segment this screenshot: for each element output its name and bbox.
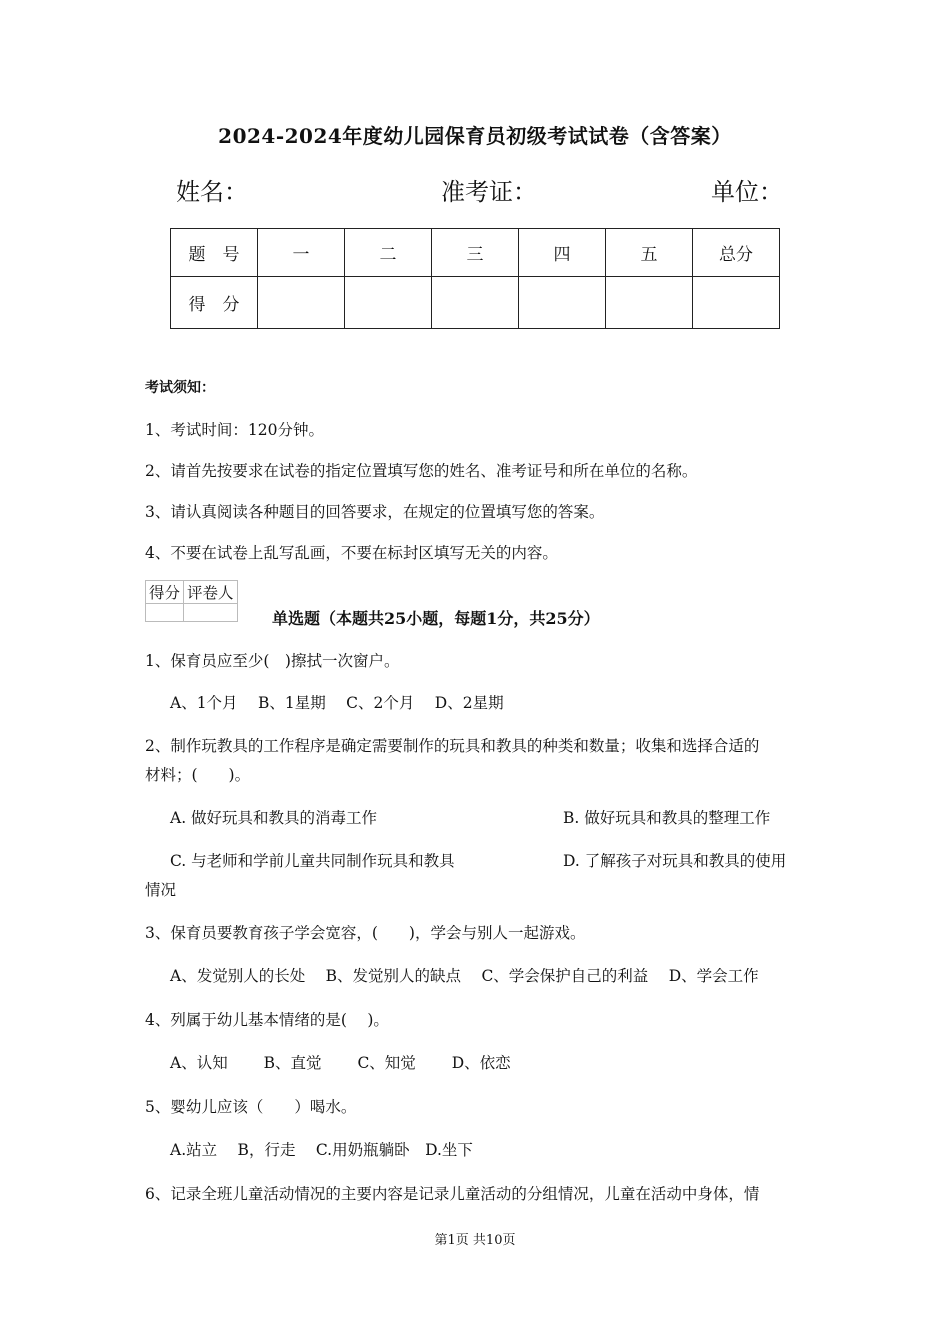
exam-number-label: 准考证： (441, 178, 537, 206)
score-cell[interactable] (693, 277, 780, 329)
notice-heading: 考试须知： (145, 380, 215, 396)
question-stem: 4、列属于幼儿基本情绪的是( )。 (145, 1011, 389, 1029)
notice-item: 3、请认真阅读各种题目的回答要求，在规定的位置填写您的答案。 (145, 503, 605, 521)
score-table-header-cell: 四 (519, 229, 606, 277)
question-stem: 2、制作玩教具的工作程序是确定需要制作的玩具和教具的种类和数量；收集和选择合适的 (145, 737, 760, 755)
question-options: A.站立 B，行走 C.用奶瓶躺卧 D.坐下 (170, 1141, 473, 1159)
score-table (170, 228, 780, 329)
option-b: B. 做好玩具和教具的整理工作 (563, 809, 771, 827)
question-stem: 6、记录全班儿童活动情况的主要内容是记录儿童活动的分组情况，儿童在活动中身体，情 (145, 1185, 760, 1203)
page-title: 2024-2024年度幼儿园保育员初级考试试卷（含答案） (218, 124, 732, 148)
score-cell[interactable] (519, 277, 606, 329)
option-a: A. 做好玩具和教具的消毒工作 (170, 809, 378, 827)
score-table-header-cell: 一 (258, 229, 345, 277)
option-d-cont: 情况 (145, 881, 177, 899)
grader-name-cell[interactable] (184, 604, 238, 622)
score-cell[interactable] (432, 277, 519, 329)
question-stem: 1、保育员应至少( )擦拭一次窗户。 (145, 652, 400, 670)
page-footer: 第1页 共10页 (434, 1233, 516, 1248)
question-stem: 3、保育员要教育孩子学会宽容，( )，学会与别人一起游戏。 (145, 924, 586, 942)
score-cell[interactable] (606, 277, 693, 329)
grader-box (145, 580, 238, 622)
grader-score-label: 得分 (146, 581, 184, 604)
unit-label: 单位： (711, 178, 783, 206)
score-table-header-row (171, 229, 780, 277)
score-table-score-row (171, 277, 780, 329)
score-cell[interactable] (258, 277, 345, 329)
question-options: A、认知 B、直觉 C、知觉 D、依恋 (170, 1054, 511, 1072)
section-heading: 单选题（本题共25小题，每题1分，共25分） (272, 609, 600, 628)
grader-score-cell[interactable] (146, 604, 184, 622)
question-stem: 5、婴幼儿应该（ ）喝水。 (145, 1098, 357, 1116)
question-options: A、1个月 B、1星期 C、2个月 D、2星期 (170, 694, 504, 712)
notice-item: 2、请首先按要求在试卷的指定位置填写您的姓名、准考证号和所在单位的名称。 (145, 462, 698, 480)
score-table-header-cell: 三 (432, 229, 519, 277)
score-table-header-cell: 五 (606, 229, 693, 277)
question-stem-cont: 材料；( )。 (145, 766, 251, 784)
option-c: C. 与老师和学前儿童共同制作玩具和教具 (170, 852, 455, 870)
notice-item: 1、考试时间：120分钟。 (145, 421, 324, 439)
option-d: D. 了解孩子对玩具和教具的使用 (563, 852, 787, 870)
notice-item: 4、不要在试卷上乱写乱画，不要在标封区填写无关的内容。 (145, 544, 558, 562)
score-table-header-cell: 总分 (693, 229, 780, 277)
score-table-header-cell: 题 号 (171, 229, 258, 277)
score-cell[interactable] (345, 277, 432, 329)
question-options: A、发觉别人的长处 B、发觉别人的缺点 C、学会保护自己的利益 D、学会工作 (170, 967, 759, 985)
grader-name-label: 评卷人 (184, 581, 238, 604)
score-row-label: 得 分 (171, 277, 258, 329)
name-label: 姓名： (176, 178, 248, 206)
score-table-header-cell: 二 (345, 229, 432, 277)
